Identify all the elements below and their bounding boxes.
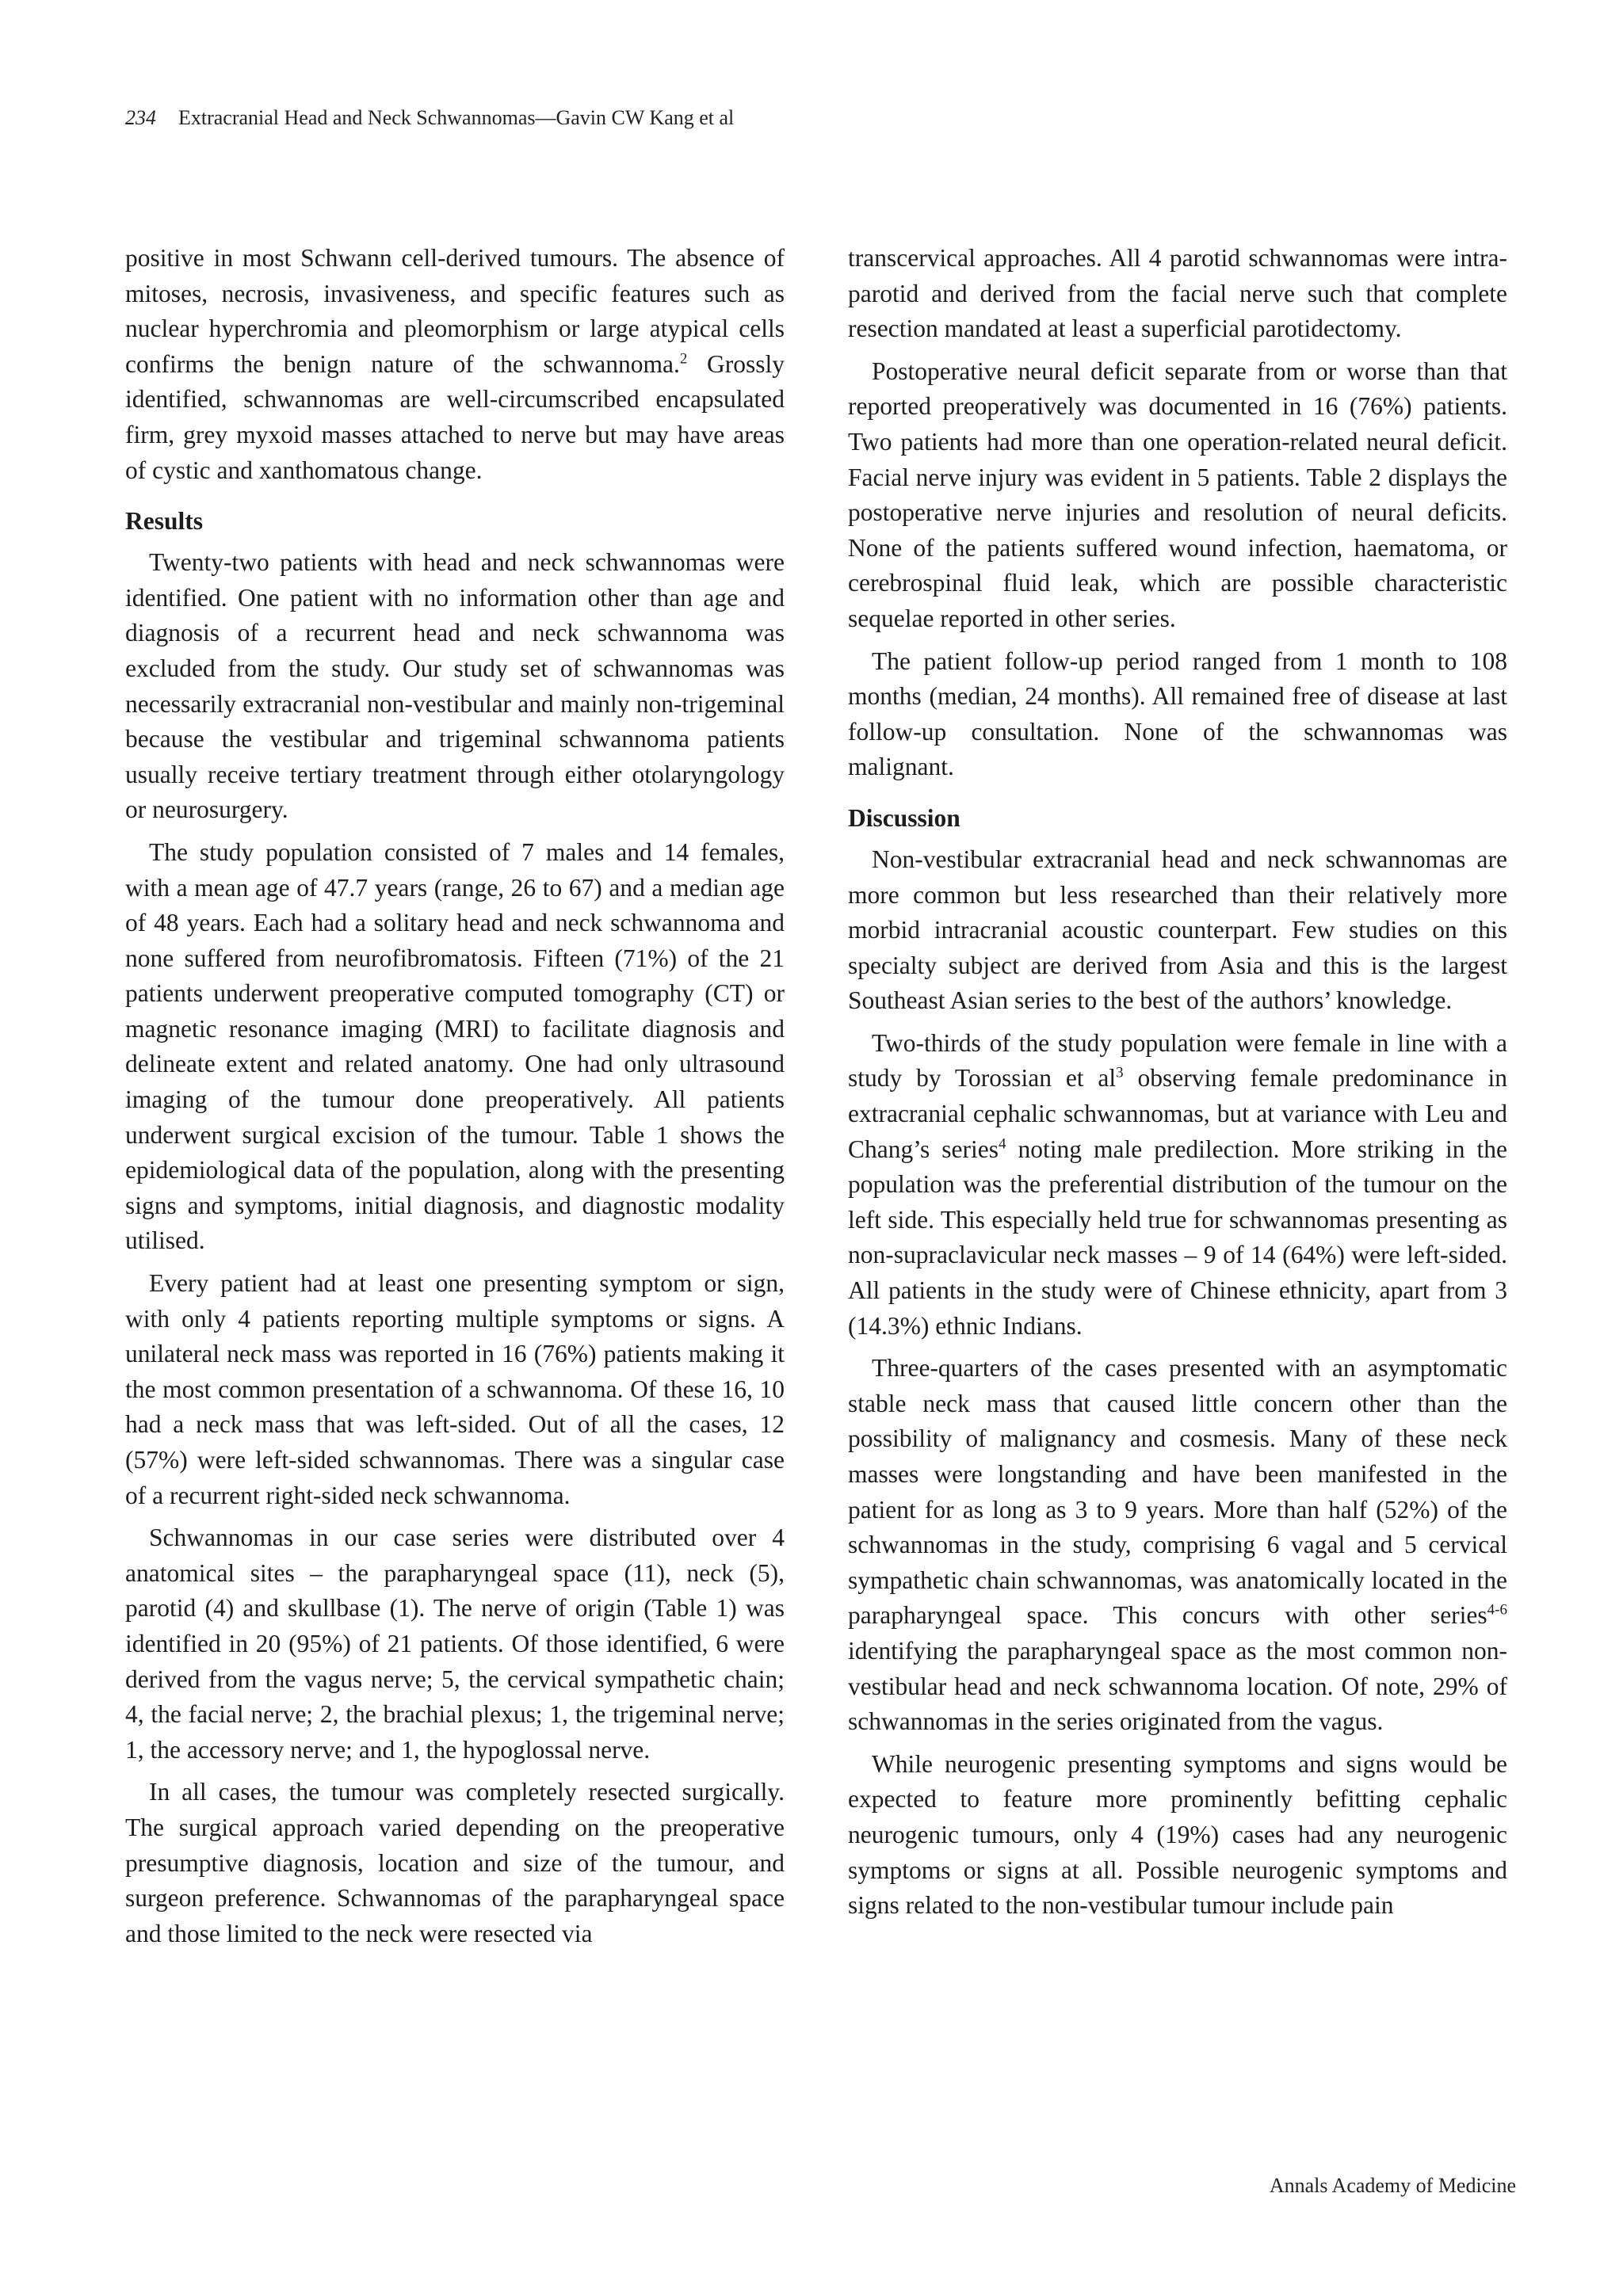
running-title: Extracranial Head and Neck Schwannomas—Gavin CW Kang et al [178,106,735,129]
paragraph: Postoperative neural deficit separate from or worse than that reported preoperatively was documented in 16 (76%) patients. Two patients had more than one operation-related neural deficit. Facial nerve injury was evident in 5 patients. Table 2 displays the postoperative nerve injuries and resolution of neural deficits. None of the patients suffered wound infection, haematoma, or cerebrospinal fluid leak, which are possible characteristic sequelae reported in other series. [848,357,1507,632]
paragraph: Every patient had at least one presenting symptom or sign, with only 4 patients reporting multiple symptoms or signs. A unilateral neck mass was reported in 16 (76%) patients making it the most common presentation of a schwannoma. Of these 16, 10 had a neck mass that was left-sided. Out of all the cases, 12 (57%) were left-sided schwannomas. There was a singular case of a recurrent right-sided neck schwannoma. [125,1269,785,1509]
paragraph: Schwannomas in our case series were distributed over 4 anatomical sites – the parapharyngeal space (11), neck (5), parotid (4) and skullbase (1). The nerve of origin (Table 1) was identified in 20 (95%) of 21 patients. Of those identified, 6 were derived from the vagus nerve; 5, the cervical sympathetic chain; 4, the facial nerve; 2, the brachial plexus; 1, the trigeminal nerve; 1, the accessory nerve; and 1, the hypoglossal nerve. [125,1524,785,1764]
page-number: 234 [125,106,156,129]
citation: 4 [998,1135,1006,1153]
citation: 2 [679,350,688,368]
paragraph: Three-quarters of the cases presented with an asymptomatic stable neck mass that caused little concern other than the possibility of malignancy and cosmesis. Many of these neck masses were longstanding and have been manifested in the patient for as long as 3 to 9 years. More than half (52%) of the schwannomas in the study, comprising 6 vagal and 5 cervical sympathetic chain schwannomas, was anatomically located in the parapharyngeal space. This concurs with other series$^{4-6}$ identifying the parapharyngeal space as the most common non-vestibular head and neck schwannoma location. Of note, 29% of schwannomas in the series originated from the vagus. [848,1354,1507,1736]
discussion-heading: Discussion [848,803,960,832]
paragraph: In all cases, the tumour was completely resected surgically. The surgical approach varied depending on the preoperative presumptive diagnosis, location and size of the tumour, and surgeon preference. Schwannomas of the parapharyngeal space and those limited to the neck were resected via [125,1778,785,1947]
paragraph: The study population consisted of 7 males and 14 females, with a mean age of 47.7 years (range, 26 to 67) and a median age of 48 years. Each had a solitary head and neck schwannoma and none suffered from neurofibromatosis. Fifteen (71%) of the 21 patients underwent preoperative computed tomography (CT) or magnetic resonance imaging (MRI) to facilitate diagnosis and delineate extent and related anatomy. One had only ultrasound imaging of the tumour done preoperatively. All patients underwent surgical excision of the tumour. Table 1 shows the epidemiological data of the population, along with the presenting signs and symptoms, initial diagnosis, and diagnostic modality utilised. [125,837,785,1255]
paragraph: transcervical approaches. All 4 parotid schwannomas were intra-parotid and derived from the facial nerve such that complete resection mandated at least a superficial parotidectomy. [848,244,1507,343]
paragraph: While neurogenic presenting symptoms and signs would be expected to feature more prominently befitting cephalic neurogenic tumours, only 4 (19%) cases had any neurogenic symptoms or signs at all. Possible neurogenic symptoms and signs related to the non-vestibular tumour include pain [848,1749,1507,1920]
running-header [125,106,734,130]
right-column [848,241,1507,1931]
citation: 3 [1116,1064,1124,1081]
citation: 4-6 [1487,1601,1507,1619]
paragraph: positive in most Schwann cell-derived tumours. The absence of mitoses, necrosis, invasiveness, and specific features such as nuclear hyperchromia and pleomorphism or large atypical cells confirms the benign nature of the schwannoma.$^2$ Grossly identified, schwannomas are well-circumscribed encapsulated firm, grey myxoid masses attached to nerve but may have areas of cystic and xanthomatous change. [125,244,785,484]
results-heading: Results [125,507,204,536]
paragraph: Twenty-two patients with head and neck schwannomas were identified. One patient with no information other than age and diagnosis of a recurrent head and neck schwannoma was excluded from the study. Our study set of schwannomas was necessarily extracranial non-vestibular and mainly non-trigeminal because the vestibular and trigeminal schwannoma patients usually receive tertiary treatment through either otolaryngology or neurosurgery. [125,548,785,824]
paragraph: Two-thirds of the study population were female in line with a study by Torossian et $al^3$ observing female predominance in extracranial cephalic schwannomas, but at variance with Leu and Chang’s series$^4$ noting male predilection. More striking in the population was the preferential distribution of the tumour on the left side. This especially held true for schwannomas presenting as non-supraclavicular neck masses – 9 of 14 (64%) were left-sided. All patients in the study were of Chinese ethnicity, apart from 3 (14.3%) ethnic Indians. [848,1028,1507,1340]
left-column [125,241,785,1958]
journal-footer: Annals Academy of Medicine [1269,2174,1516,2197]
paragraph: The patient follow-up period ranged from 1 month to 108 months (median, 24 months). All remained free of disease at last follow-up consultation. None of the schwannomas was malignant. [848,646,1507,781]
paragraph: Non-vestibular extracranial head and neck schwannomas are more common but less researched than their relatively more morbid intracranial acoustic counterpart. Few studies on this specialty subject are derived from Asia and this is the largest Southeast Asian series to the best of the authors’ knowledge. [848,845,1507,1015]
